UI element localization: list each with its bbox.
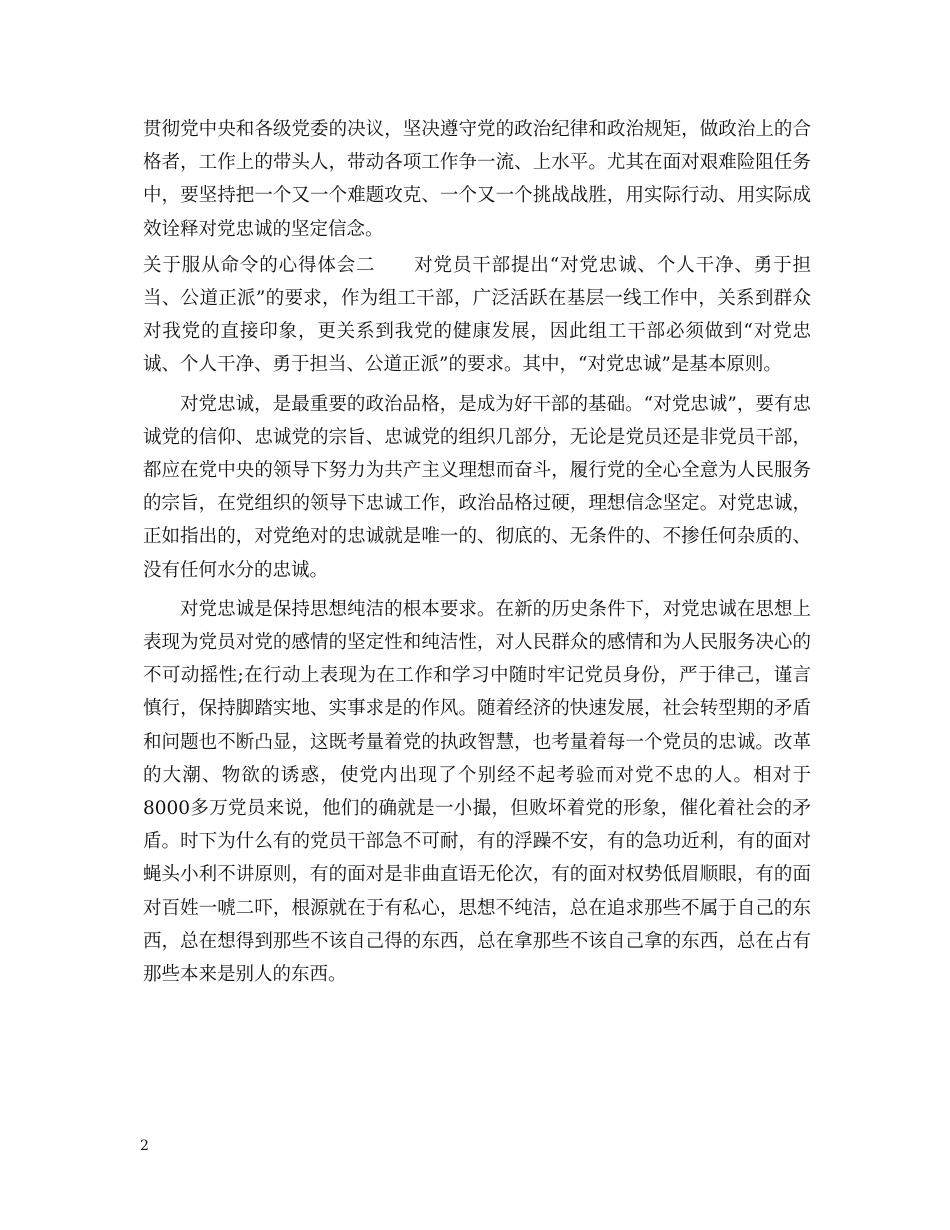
- paragraph-2: 关于服从命令的心得体会二 对党员干部提出“对党忠诚、个人干净、勇于担当、公道正派”的要求，作为组工干部，广泛活跃在基层一线工作中，关系到群众对我党的直接印象，更关系到我党的健康发展，因此组工干部必须做到“对党忠诚、个人干净、勇于担当、公道正派”的要求。其中，“对党忠诚”是基本原则。: [143, 254, 811, 376]
- paragraph-1: 贯彻党中央和各级党委的决议，坚决遵守党的政治纪律和政治规矩，做政治上的合格者，工作上的带头人，带动各项工作争一流、上水平。尤其在面对艰难险阻任务中，要坚持把一个又一个难题攻克、一个又一个挑战战胜，用实际行动、用实际成效诠释对党忠诚的坚定信念。: [143, 119, 811, 240]
- document-body: [143, 113, 811, 991]
- paragraph-4: 对党忠诚是保持思想纯洁的根本要求。在新的历史条件下，对党忠诚在思想上表现为党员对党的感情的坚定性和纯洁性，对人民群众的感情和为人民服务决心的不可动摇性;在行动上表现为在工作和学习中随时牢记党员身份，严于律己，谨言慎行，保持脚踏实地、实事求是的作风。随着经济的快速发展，社会转型期的矛盾和问题也不断凸显，这既考量着党的执政智慧，也考量着每一个党员的忠诚。改革的大潮、物欲的诱惑，使党内出现了个别经不起考验而对党不忠的人。相对于8000多万党员来说，他们的确就是一小撮，但败坏着党的形象，催化着社会的矛盾。时下为什么有的党员干部急不可耐，有的浮躁不安，有的急功近利，有的面对蝇头小利不讲原则，有的面对是非曲直语无伦次，有的面对权势低眉顺眼，有的面对百姓一唬二吓，根源就在于有私心，思想不纯洁，总在追求那些不属于自己的东西，总在想得到那些不该自己得的东西，总在拿那些不该自己拿的东西，总在占有那些本来是别人的东西。: [143, 598, 811, 986]
- page-number: 2: [140, 1138, 149, 1154]
- paragraph-3: 对党忠诚，是最重要的政治品格，是成为好干部的基础。“对党忠诚”，要有忠诚党的信仰、忠诚党的宗旨、忠诚党的组织几部分，无论是党员还是非党员干部，都应在党中央的领导下努力为共产主义理想而奋斗，履行党的全心全意为人民服务的宗旨，在党组织的领导下忠诚工作，政治品格过硬，理想信念坚定。对党忠诚，正如指出的，对党绝对的忠诚就是唯一的、彻底的、无条件的、不掺任何杂质的、没有任何水分的忠诚。: [143, 393, 811, 581]
